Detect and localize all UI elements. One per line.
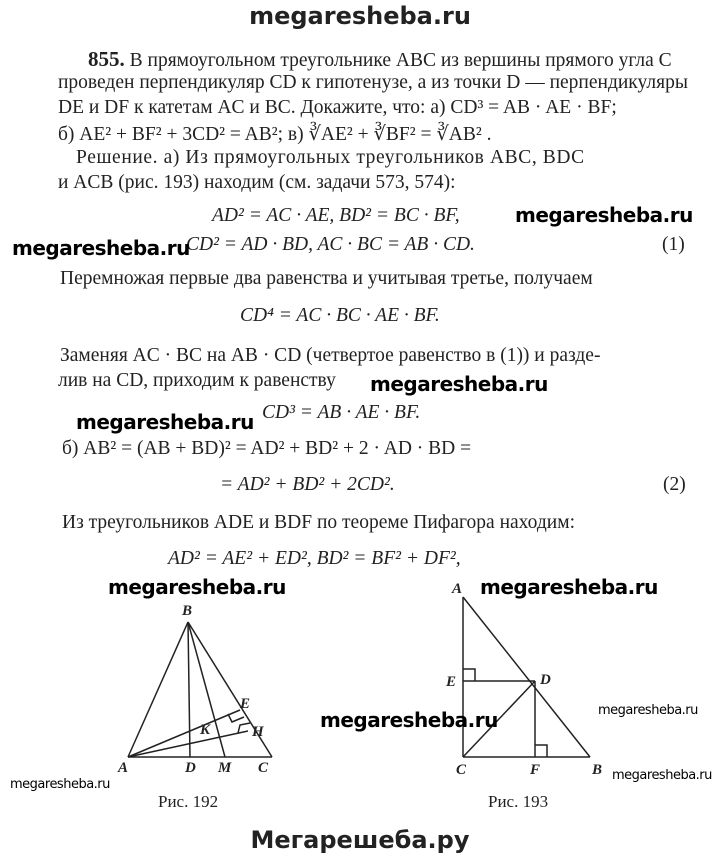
label-b: B (182, 603, 193, 619)
solution-line: Решение. а) Из прямоугольных треугольников ABC, BDC (76, 147, 585, 168)
problem-line-1 (88, 47, 672, 72)
label-f: F (530, 762, 541, 778)
watermark: megaresheba.ru (612, 768, 712, 783)
text-line: б) AB² = (AB + BD)² = AD² + BD² + 2 · AD · BD = (62, 438, 472, 459)
text-line: Перемножая первые два равенства и учитывая третье, получаем (60, 268, 593, 289)
watermark: megaresheba.ru (370, 372, 548, 396)
watermark: megaresheba.ru (76, 410, 254, 434)
eq-number-2: (2) (663, 474, 686, 495)
right-angle-f (535, 745, 547, 757)
watermark: megaresheba.ru (320, 708, 498, 732)
site-footer: Мегарешеба.ру (250, 826, 470, 854)
equation: AD² = AE² + ED², BD² = BF² + DF², (168, 548, 461, 569)
figure-192 (0, 600, 360, 790)
problem-text: В прямоугольном треугольнике ABC из вершины прямого угла C (129, 50, 672, 71)
side-ab (128, 622, 188, 757)
site-header: megaresheba.ru (249, 2, 471, 30)
text-line: Заменяя AC · BC на AB · CD (четвертое равенство в (1)) и разде- (60, 345, 601, 366)
label-a: A (118, 760, 129, 776)
label-e: E (240, 696, 251, 712)
right-angle-e (463, 669, 475, 681)
label-d: D (185, 760, 196, 776)
watermark: megaresheba.ru (10, 777, 110, 792)
label-d: D (540, 672, 551, 688)
label-c: C (258, 760, 269, 776)
label-c: C (456, 762, 467, 778)
text-line: проведен перпендикуляр CD к гипотенузе, а из точки D — перпендикуляры (58, 72, 688, 93)
segment-bd (188, 622, 190, 757)
caption-192: Рис. 192 (158, 792, 219, 811)
eq-number-1: (1) (662, 234, 685, 255)
equation: CD⁴ = AC · BC · AE · BF. (240, 305, 440, 326)
segment-ah (128, 731, 248, 757)
equation: CD² = AD · BD, AC · BC = AB · CD. (186, 234, 475, 255)
label-h: H (252, 724, 264, 740)
equation: CD³ = AB · AE · BF. (262, 402, 421, 423)
label-m: M (218, 760, 232, 776)
text-line: DE и DF к катетам AC и BC. Докажите, что: а) CD³ = AB · AE · BF; (58, 97, 617, 118)
label-b: B (592, 762, 603, 778)
right-angle-e (228, 714, 244, 722)
watermark: megaresheba.ru (108, 575, 286, 599)
label-e: E (446, 674, 457, 690)
watermark: megaresheba.ru (480, 575, 658, 599)
problem-number: 855. (88, 47, 125, 71)
caption-193: Рис. 193 (488, 792, 549, 811)
text-line: б) AE² + BF² + 3CD² = AB²; в) ∛AE² + ∛BF² = ∛AB² . (58, 124, 492, 145)
equation: = AD² + BD² + 2CD². (220, 474, 395, 495)
watermark: megaresheba.ru (598, 703, 698, 718)
figure-193 (360, 580, 660, 790)
watermark: megaresheba.ru (12, 236, 190, 260)
text-line: и ACB (рис. 193) находим (см. задачи 573, 574): (58, 172, 456, 193)
watermark: megaresheba.ru (515, 203, 693, 227)
label-k: K (200, 722, 211, 738)
text-line: Из треугольников ADE и BDF по теореме Пифагора находим: (62, 512, 575, 533)
equation: AD² = AC · AE, BD² = BC · BF, (212, 205, 460, 226)
side-ab (463, 597, 590, 757)
text-line: лив на CD, приходим к равенству (58, 370, 336, 391)
label-a: A (452, 581, 463, 597)
